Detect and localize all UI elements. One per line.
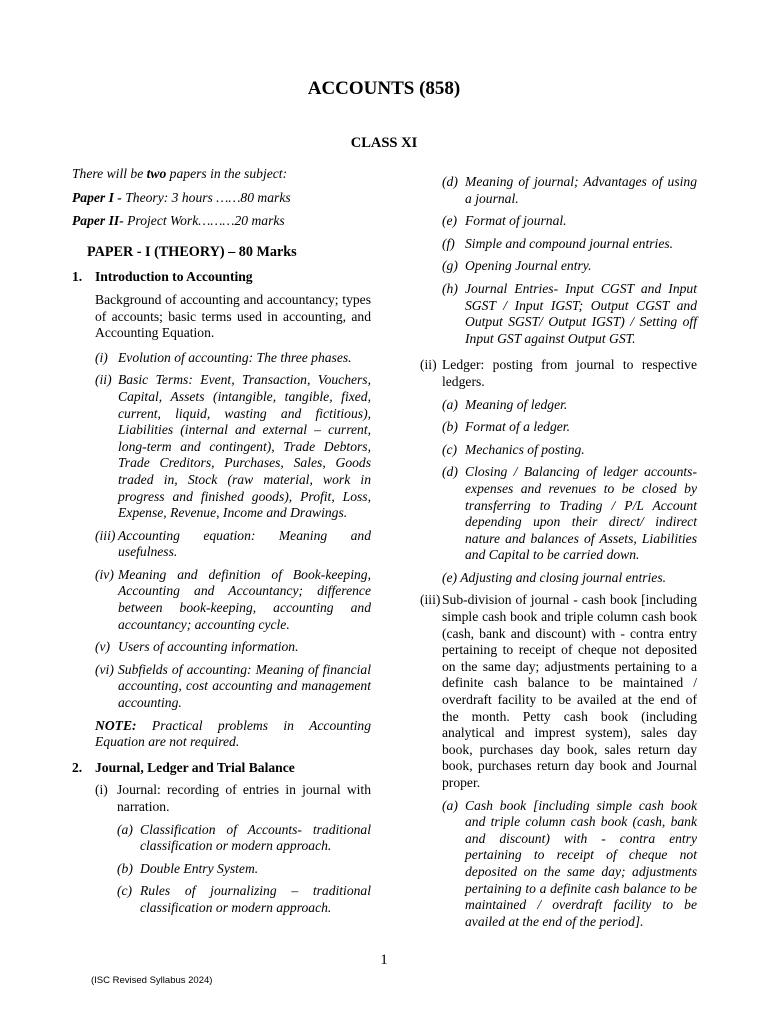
list-item: (f) Simple and compound journal entries. bbox=[442, 235, 674, 251]
page-number: 1 bbox=[380, 952, 388, 968]
footer-note: (ISC Revised Syllabus 2024) bbox=[91, 975, 213, 986]
list-item: (d) Closing / Balancing of ledger accounts- expenses and revenues to be closed by transferring to Trading / P/L Account depending upon their direct/ indirect nature and balances of Assets, Liabilities and Capital to be carried down. bbox=[442, 464, 697, 563]
list-item: (v) Users of accounting information. bbox=[95, 639, 299, 655]
paper2-line: Paper II- Project Work………20 marks bbox=[72, 213, 285, 229]
list-item: (iii) Accounting equation: Meaning and usefulness. bbox=[95, 527, 371, 560]
list-item: (iii) Sub-division of journal - cash book [including simple cash book and triple column cash book (cash, bank and discount) with - contra entry pertaining to receipt of cheque not deposited on the same day; adjustments pertaining to a definite cash balance to be maintained / overdraft facility to be availed at the end of the month. Petty cash book (including analytical and imprest system), sales day book, purchases day book, sales return day book, purchases return day book and Journal proper. bbox=[420, 592, 697, 790]
list-item: (ii) Ledger: posting from journal to respective ledgers. bbox=[420, 357, 697, 389]
list-item: (a) Meaning of ledger. bbox=[442, 396, 568, 412]
list-item: (c) Rules of journalizing – traditional classification or modern approach. bbox=[117, 883, 371, 915]
section-1-description: Background of accounting and accountancy; types of accounts; basic terms used in accounting, and Accounting Equation. bbox=[95, 291, 371, 341]
paper-heading: PAPER - I (THEORY) – 80 Marks bbox=[87, 243, 297, 260]
list-item: (d) Meaning of journal; Advantages of using a journal. bbox=[442, 174, 697, 206]
list-item: (c) Mechanics of posting. bbox=[442, 441, 585, 457]
list-item: (e) Format of journal. bbox=[442, 213, 567, 229]
list-item: (b) Double Entry System. bbox=[117, 860, 259, 876]
list-item: (i) Evolution of accounting: The three phases. bbox=[95, 349, 352, 365]
section-2-heading: 2. Journal, Ledger and Trial Balance bbox=[72, 759, 295, 775]
list-item: (vi) Subfields of accounting: Meaning of financial accounting, cost accounting and management accounting. bbox=[95, 661, 371, 711]
list-item: (i) Journal: recording of entries in journal with narration. bbox=[95, 782, 371, 814]
list-item: (ii) Basic Terms: Event, Transaction, Vouchers, Capital, Assets (intangible, tangible, fixed, current, liquid, wasting and fictitious), Liabilities (internal and external – current, long-term and contingent), Trade Debtors, Trade Creditors, Purchases, Sales, Goods traded in, Stock (raw material, work in progress and finished goods), Profit, Loss, Expense, Revenue, Income and Drawings. bbox=[95, 372, 371, 521]
document-title: ACCOUNTS (858) bbox=[307, 78, 461, 99]
section-1-heading: 1. Introduction to Accounting bbox=[72, 269, 253, 285]
list-item: (h) Journal Entries- Input CGST and Input SGST / Input IGST; Output CGST and Output SGST/ Output IGST) / Setting off Input GST against Output GST. bbox=[442, 280, 697, 346]
list-item: (iv) Meaning and definition of Book-keeping, Accounting and Accountancy; difference between book-keeping, accounting and accountancy; accounting cycle. bbox=[95, 566, 371, 632]
left-column bbox=[72, 166, 371, 923]
intro-line: There will be two papers in the subject: bbox=[72, 166, 288, 181]
note: NOTE: Practical problems in Accounting Equation are not required. bbox=[95, 717, 371, 750]
class-heading: CLASS XI bbox=[350, 135, 418, 151]
list-item: (e) Adjusting and closing journal entries. bbox=[442, 569, 667, 585]
list-item: (a) Classification of Accounts- traditional classification or modern approach. bbox=[117, 821, 371, 854]
list-item: (g) Opening Journal entry. bbox=[442, 258, 592, 274]
list-item: (a) Cash book [including simple cash book and triple column cash book (cash, bank and discount) with - contra entry pertaining to receipt of cheque not deposited on the same day; adjustments pertaining to a definite cash balance to be maintained / overdraft facility to be availed at the end of the period]. bbox=[442, 797, 697, 929]
right-column bbox=[420, 174, 697, 936]
list-item: (b) Format of a ledger. bbox=[442, 419, 570, 435]
paper1-line: Paper I - Theory: 3 hours ……80 marks bbox=[72, 189, 291, 205]
